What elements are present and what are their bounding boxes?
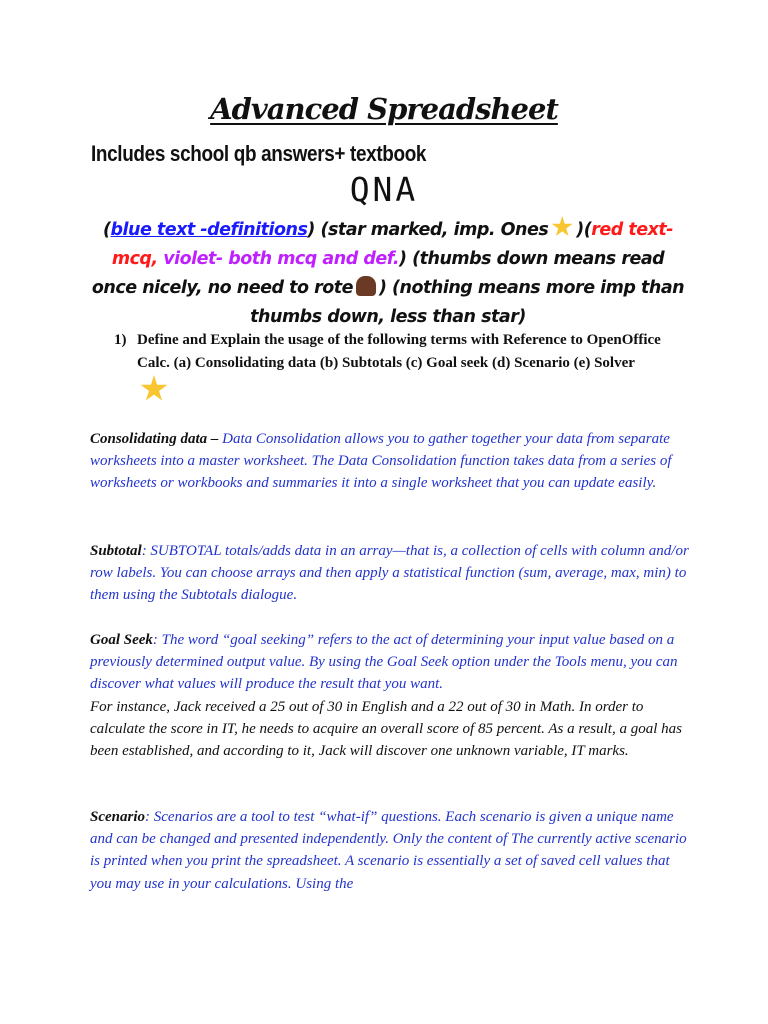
- section-scenario: [90, 806, 690, 895]
- definition-text: : SUBTOTAL totals/adds data in an array—that is, a collection of cells with column and/or row labels. You can choose arrays and then apply a statistical function (sum, average, max, min) to them using the Subtotals dialogue.: [90, 543, 689, 604]
- document-subtitle: Includes school qb answers+ textbook: [91, 141, 427, 166]
- section-goal-seek: [90, 629, 690, 762]
- qna-heading: QNA: [349, 170, 419, 209]
- star-icon: [140, 375, 168, 403]
- section-subtotal: [90, 540, 690, 607]
- thumbs-down-icon: [356, 276, 376, 296]
- legend-star-note: ) (star marked, imp. Ones: [307, 220, 549, 240]
- star-icon: [551, 216, 573, 238]
- term-label: Scenario: [90, 809, 146, 825]
- question-1: [108, 329, 668, 406]
- legend-violet-text: violet- both mcq and def.: [163, 249, 400, 269]
- legend-open: (: [102, 220, 111, 240]
- definition-text: : The word “goal seeking” refers to the act of determining your input value based on a previously determined output value. By using the Goal Seek option under the Tools menu, you can discover what values will produce the result that you want.: [90, 632, 678, 693]
- example-text: For instance, Jack received a 25 out of 30 in English and a 22 out of 30 in Math. In order to calculate the score in IT, he needs to acquire an overall score of 85 percent. As a result, a goal has been established, and according to it, Jack will discover one unknown variable, IT marks.: [90, 698, 682, 760]
- definition-text: : Scenarios are a tool to test “what-if” questions. Each scenario is given a unique name and can be changed and presented independently. Only the content of The currently active scenario is printed when you print the spreadsheet. A scenario is essentially a set of saved cell values that you may use in your calculations. Using the: [90, 809, 687, 892]
- term-label: Consolidating data –: [90, 431, 219, 447]
- document-title: Advanced Spreadsheet: [210, 92, 558, 126]
- legend-nothing-note: ) (nothing means more imp than thumbs down, less than star): [250, 278, 685, 327]
- term-label: Goal Seek: [90, 632, 153, 648]
- legend-separator: )(: [576, 220, 592, 240]
- term-label: Subtotal: [90, 543, 142, 559]
- legend-red-text: red text- mcq,: [111, 220, 674, 269]
- definition-text: Data Consolidation allows you to gather together your data from separate worksheets into a master worksheet. The Data Consolidation function takes data from a series of worksheets or workbooks and summaries it into a single worksheet that you can update easily.: [90, 431, 672, 492]
- section-consolidating-data: [90, 428, 690, 495]
- legend-blue-text: blue text -definitions: [110, 220, 308, 240]
- question-text: Define and Explain the usage of the following terms with Reference to OpenOffice Calc. (a) Consolidating data (b) Subtotals (c) Goal seek (d) Scenario (e) Solver: [137, 332, 661, 371]
- question-number: 1): [114, 332, 127, 348]
- color-legend: [88, 216, 688, 332]
- legend-thumbs-note: ) (thumbs down means read once nicely, no need to rote: [91, 249, 665, 298]
